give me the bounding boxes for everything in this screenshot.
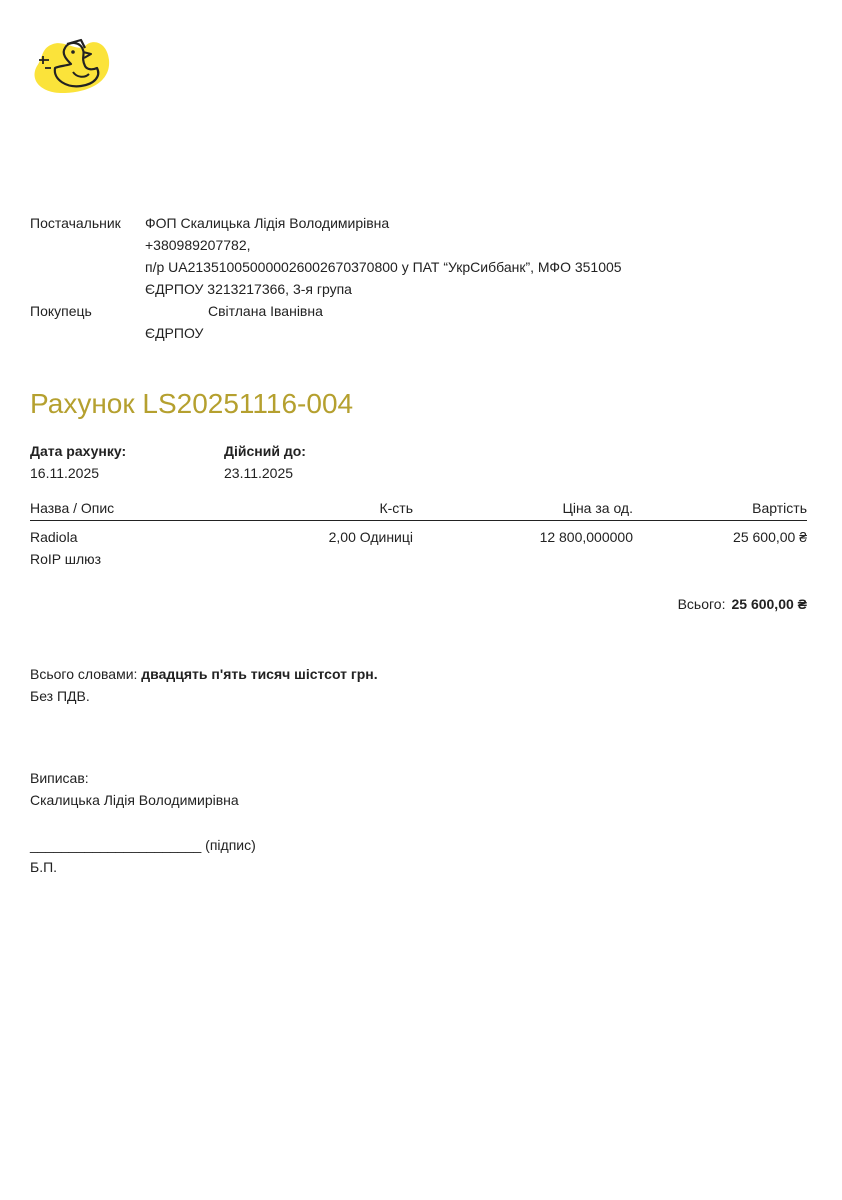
valid-until-value: 23.11.2025 — [224, 465, 294, 481]
header-price: Ціна за од. — [562, 500, 633, 516]
valid-until-label: Дійсний до: — [224, 443, 306, 459]
item-price: 12 800,000000 — [539, 529, 633, 545]
valid-until — [224, 440, 306, 484]
invoice-date — [30, 440, 126, 484]
signature-block — [30, 834, 256, 878]
item-qty: 2,00 Одиниці — [328, 529, 413, 545]
item-total: 25 600,00 ₴ — [733, 529, 807, 545]
item-description: RoIP шлюз — [30, 551, 102, 567]
header-total: Вартість — [752, 500, 807, 516]
buyer-tax: ЄДРПОУ — [145, 325, 204, 341]
invoice-title: Рахунок LS20251116-004 — [30, 388, 354, 419]
supplier-tax: ЄДРПОУ 3213217366, 3-я група — [145, 281, 352, 297]
supplier-bank: п/р UA213510050000026002670370800 у ПАТ “УкрСиббанк”, МФО 351005 — [145, 259, 622, 275]
supplier-label: Постачальник — [30, 215, 121, 231]
invoice-date-label: Дата рахунку: — [30, 443, 127, 459]
buyer-row — [30, 300, 810, 344]
parties-block — [30, 212, 810, 344]
signer-name: Скалицька Лідія Володимирівна — [30, 792, 239, 808]
signer-label: Виписав: — [30, 770, 89, 786]
items-table — [30, 497, 807, 570]
grand-total-amount: 25 600,00 ₴ — [731, 596, 807, 612]
items-table-header — [30, 497, 807, 521]
vat-note: Без ПДВ. — [30, 688, 90, 704]
signature-line: ______________________ (підпис) — [30, 837, 256, 853]
buyer-label: Покупець — [30, 303, 92, 319]
grand-total — [678, 593, 807, 615]
words-label: Всього словами: — [30, 666, 138, 682]
supplier-row — [30, 212, 810, 300]
amount-in-words — [30, 663, 378, 707]
buyer-name: Світлана Іванівна — [208, 303, 323, 319]
signer-block — [30, 767, 239, 811]
supplier-name: ФОП Скалицька Лідія Володимирівна — [145, 215, 390, 231]
header-qty: К-сть — [379, 500, 413, 516]
header-name: Назва / Опис — [30, 500, 115, 516]
duck-logo-icon — [27, 30, 113, 96]
grand-total-label: Всього: — [677, 596, 726, 612]
invoice-date-value: 16.11.2025 — [30, 465, 100, 481]
words-value: двадцять п'ять тисяч шістсот грн. — [141, 666, 378, 682]
duck-logo — [27, 30, 113, 96]
item-name: Radiola — [30, 529, 78, 545]
stamp-note: Б.П. — [30, 859, 58, 875]
table-row — [30, 526, 807, 548]
supplier-phone: +380989207782, — [145, 237, 251, 253]
